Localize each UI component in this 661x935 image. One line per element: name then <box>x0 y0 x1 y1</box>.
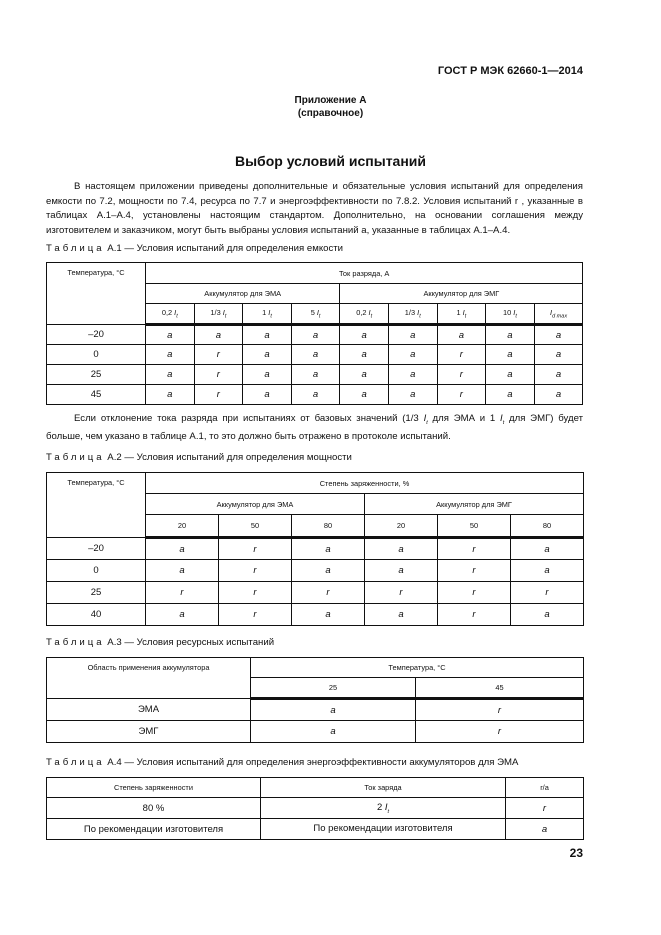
condition-cell: a <box>486 345 535 365</box>
temperature-cell: 40 <box>47 604 146 626</box>
condition-cell: a <box>486 325 535 345</box>
area-cell: ЭМА <box>47 699 251 721</box>
temperature-cell: 0 <box>47 345 146 365</box>
condition-cell: a <box>511 538 584 560</box>
group-header: Ток разряда, А <box>146 263 583 284</box>
condition-cell: a <box>486 365 535 385</box>
table-row <box>47 385 583 405</box>
condition-cell: a <box>534 345 583 365</box>
condition-cell: a <box>292 604 365 626</box>
condition-cell: r <box>219 560 292 582</box>
appendix-heading <box>0 94 661 120</box>
condition-cell: a <box>146 325 195 345</box>
condition-cell: a <box>146 604 219 626</box>
table-row <box>47 345 583 365</box>
table-row <box>47 538 584 560</box>
condition-cell: r <box>146 582 219 604</box>
column-header: 1/3 $I_t$ <box>388 304 437 325</box>
condition-cell: a <box>365 604 438 626</box>
condition-cell: r <box>292 582 365 604</box>
condition-cell: a <box>365 560 438 582</box>
caption-text: А.1 — Условия испытаний для определения емкости <box>107 243 344 254</box>
condition-cell: a <box>243 385 292 405</box>
ema-header: Аккумулятор для ЭМА <box>146 494 365 515</box>
column-header: 1/3 $I_t$ <box>194 304 243 325</box>
column-header: 5 $I_t$ <box>291 304 340 325</box>
current-cell: 2 $I_t$ <box>261 798 506 819</box>
table-row <box>47 778 584 798</box>
condition-cell: a <box>534 385 583 405</box>
table-row <box>47 263 583 284</box>
condition-cell: a <box>388 325 437 345</box>
condition-cell: r <box>438 582 511 604</box>
column-header: $I_{d max}$ <box>534 304 583 325</box>
caption-word: Таблица <box>46 243 105 254</box>
group-header: Степень заряженности, % <box>146 473 584 494</box>
condition-cell: a <box>146 385 195 405</box>
column-header: 50 <box>219 515 292 538</box>
page-number: 23 <box>569 846 583 860</box>
appendix-subtitle: (справочное) <box>297 108 364 119</box>
table-row <box>47 582 584 604</box>
temperature-cell: –20 <box>47 325 146 345</box>
condition-cell: a <box>251 721 416 743</box>
condition-cell: r <box>511 582 584 604</box>
condition-cell: a <box>243 325 292 345</box>
table-a2-power <box>46 472 584 626</box>
temperature-cell: –20 <box>47 538 146 560</box>
column-header: 45 <box>416 678 584 699</box>
column-header: 50 <box>438 515 511 538</box>
caption-text: А.4 — Условия испытаний для определения энергоэффективности аккумуляторов для ЭМА <box>107 757 519 768</box>
emg-header: Аккумулятор для ЭМГ <box>365 494 584 515</box>
column-header: 0,2 $I_t$ <box>340 304 389 325</box>
note-text: для ЭМА и 1 <box>427 413 501 424</box>
condition-cell: a <box>340 325 389 345</box>
condition-cell: a <box>291 325 340 345</box>
condition-cell: a <box>146 538 219 560</box>
note-paragraph <box>46 412 583 445</box>
condition-cell: a <box>194 325 243 345</box>
temperature-header: Температура, °С <box>47 263 146 325</box>
column-header: 20 <box>365 515 438 538</box>
note-text: Если отклонение тока разряда при испытаниях от базовых значений (1/3 <box>74 413 424 424</box>
caption-text: А.2 — Условия испытаний для определения мощности <box>107 452 352 463</box>
table-row <box>47 721 584 743</box>
condition-cell: a <box>251 699 416 721</box>
table-row <box>47 365 583 385</box>
temperature-cell: 25 <box>47 582 146 604</box>
condition-cell: r <box>219 538 292 560</box>
condition-cell: a <box>291 385 340 405</box>
table3-caption <box>46 637 274 648</box>
column-header: 1 $I_t$ <box>437 304 486 325</box>
note-text: для ЭМГ) будет больше, чем указано в таблице А.1, то это должно быть отражено в протоколе испытаний. <box>46 413 584 443</box>
condition-cell: r <box>194 365 243 385</box>
table-a3-life <box>46 657 584 743</box>
note-var: $I_t$ <box>423 413 428 426</box>
condition-cell: a <box>340 365 389 385</box>
table-row <box>47 560 584 582</box>
condition-cell: a <box>292 560 365 582</box>
caption-text: А.3 — Условия ресурсных испытаний <box>107 637 275 648</box>
condition-cell: r <box>219 604 292 626</box>
condition-cell: a <box>534 365 583 385</box>
condition-cell: a <box>243 365 292 385</box>
condition-cell: r <box>194 385 243 405</box>
condition-cell: r <box>416 699 584 721</box>
condition-cell: a <box>340 345 389 365</box>
condition-cell: a <box>291 365 340 385</box>
caption-word: Таблица <box>46 757 105 768</box>
column-header: Ток заряда <box>261 778 506 798</box>
column-header: 80 <box>292 515 365 538</box>
temperature-cell: 45 <box>47 385 146 405</box>
condition-cell: a <box>506 819 584 840</box>
intro-text: В настоящем приложении приведены дополнительные и обязательные условия испытаний для определения емкости по 7.2, мощности по 7.4, ресурса по 7.7 и энергоэффективности по 7.8.2. Условия испытаний r , указанные в таблицах А.1–А.4, установлены настоящим стандартом. Дополнительно, на основании соглашения между изготовителем и заказчиком, могут быть выбраны условия испытаний а, указанные в таблицах А.1–А.4. <box>46 181 583 236</box>
section-title: Выбор условий испытаний <box>234 153 427 169</box>
emg-header: Аккумулятор для ЭМГ <box>340 284 583 304</box>
condition-cell: a <box>511 604 584 626</box>
condition-cell: r <box>365 582 438 604</box>
condition-cell: r <box>416 721 584 743</box>
soc-cell: 80 % <box>47 798 261 819</box>
condition-cell: a <box>365 538 438 560</box>
column-header: 20 <box>146 515 219 538</box>
condition-cell: a <box>291 345 340 365</box>
table-row <box>47 819 584 840</box>
condition-cell: r <box>438 604 511 626</box>
table-row <box>47 325 583 345</box>
column-header: 1 $I_t$ <box>243 304 292 325</box>
condition-cell: r <box>219 582 292 604</box>
table-a1-capacity <box>46 262 583 405</box>
soc-cell: По рекомендации изготовителя <box>47 819 261 840</box>
column-header: 80 <box>511 515 584 538</box>
condition-cell: r <box>437 385 486 405</box>
table-a4-efficiency <box>46 777 584 840</box>
current-cell: По рекомендации изготовителя <box>261 819 506 840</box>
intro-paragraph <box>46 180 583 238</box>
condition-cell: a <box>388 385 437 405</box>
condition-cell: a <box>511 560 584 582</box>
note-var: $I_t$ <box>500 413 505 426</box>
condition-cell: a <box>388 345 437 365</box>
table-row <box>47 604 584 626</box>
column-header: 10 $I_t$ <box>486 304 535 325</box>
table-row <box>47 699 584 721</box>
caption-word: Таблица <box>46 637 105 648</box>
group-header: Температура, °С <box>251 658 584 678</box>
ema-header: Аккумулятор для ЭМА <box>146 284 340 304</box>
column-header: 25 <box>251 678 416 699</box>
condition-cell: a <box>146 345 195 365</box>
condition-cell: a <box>146 560 219 582</box>
condition-cell: a <box>292 538 365 560</box>
condition-cell: r <box>438 560 511 582</box>
column-header: r/a <box>506 778 584 798</box>
condition-cell: a <box>340 385 389 405</box>
condition-cell: a <box>486 385 535 405</box>
area-cell: ЭМГ <box>47 721 251 743</box>
appendix-title: Приложение А <box>294 95 367 106</box>
temperature-cell: 25 <box>47 365 146 385</box>
condition-cell: r <box>194 345 243 365</box>
temperature-header: Температура, °С <box>47 473 146 538</box>
table4-caption <box>46 757 518 768</box>
condition-cell: a <box>243 345 292 365</box>
table1-caption <box>46 243 343 254</box>
condition-cell: r <box>506 798 584 819</box>
table-row <box>47 658 584 678</box>
condition-cell: r <box>437 345 486 365</box>
temperature-cell: 0 <box>47 560 146 582</box>
table-row <box>47 473 584 494</box>
document-number: ГОСТ Р МЭК 62660-1—2014 <box>437 65 583 77</box>
caption-word: Таблица <box>46 452 105 463</box>
condition-cell: a <box>388 365 437 385</box>
condition-cell: a <box>146 365 195 385</box>
table2-caption <box>46 452 352 463</box>
condition-cell: a <box>437 325 486 345</box>
column-header: Степень заряженности <box>47 778 261 798</box>
condition-cell: r <box>438 538 511 560</box>
condition-cell: a <box>534 325 583 345</box>
column-header: 0,2 $I_t$ <box>146 304 195 325</box>
condition-cell: r <box>437 365 486 385</box>
table-row <box>47 798 584 819</box>
area-header: Область применения аккумулятора <box>47 658 251 699</box>
